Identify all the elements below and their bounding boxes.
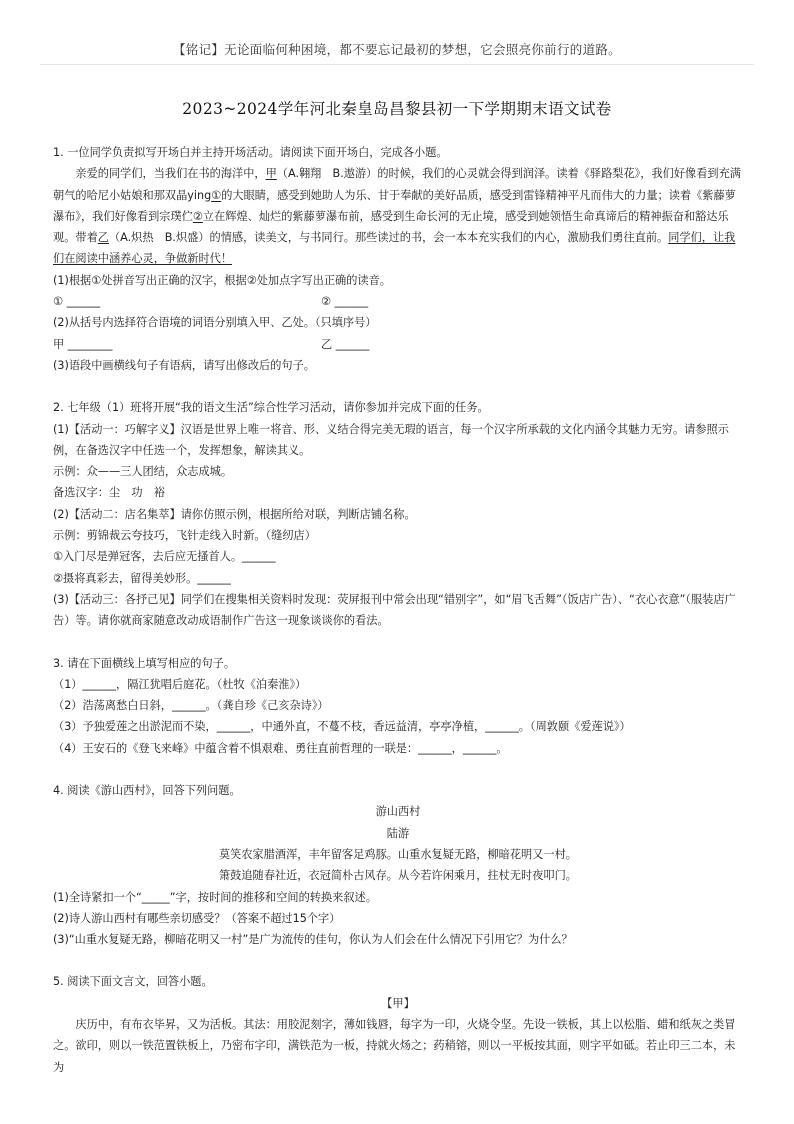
q2-example-2: 示例：剪锦裁云夸技巧，飞针走线入时新。（缝纫店）: [53, 529, 316, 543]
q2-options: 备选汉字：尘 功 裕: [53, 486, 165, 500]
header-note: 【铭记】无论面临何种困境，都不要忘记最初的梦想，它会照亮你前行的道路。: [172, 42, 621, 57]
header-divider: [40, 64, 754, 65]
q1-passage-c: 的大眼睛，感受到她助人为乐、甘于奉献的美好品质，感受到雷锋精神平凡而伟大的力量；读着《紫藤萝瀑布》，我们好像看到宗璞伫: [53, 188, 736, 223]
q5-section-label: 【甲】: [381, 996, 415, 1010]
q2-activity-2: (2)【活动二：店名集萃】请你仿照示例，根据所给对联，判断店铺名称。: [53, 507, 416, 521]
spacer: [53, 950, 743, 971]
q1-sub1: (1)根据①处拼音写出正确的汉字，根据②处加点字写出正确的读音。: [53, 273, 391, 287]
q3-item-3: （3）予独爱莲之出淤泥而不染，______，中通外直，不蔓不枝，香远益清，亭亭净植，______。（周敦颐《爱莲说》）: [53, 720, 631, 734]
q3-item-2: （2）浩荡离愁白日斜，______。（龚自珍《己亥杂诗》）: [53, 699, 329, 713]
q1-stem: 1. 一位同学负责拟写开场白并主持开场活动。请阅读下面开场白，完成各小题。: [53, 146, 448, 159]
q5-classical-text: 庆历中，有布衣毕昇，又为活板。其法：用胶泥刻字，薄如钱唇，每字为一印，火烧令坚。先设一铁板，其上以松脂、蜡和纸灰之类冒之。欲印，则以一铁范置铁板上，乃密布字印，满铁范为一板，持就火炀之；药稍镕，则以一平板按其面，则字平如砥。若止印三二本，未为: [53, 1017, 736, 1074]
spacer: [53, 376, 743, 397]
spacer: [53, 759, 743, 780]
q1-sub2: (2)从括号内选择符合语境的词语分别填入甲、乙处。（只填序号）: [53, 316, 377, 330]
q1-passage-a: 亲爱的同学们，当我们在书的海洋中，: [75, 167, 266, 181]
poem-author: 陆游: [386, 826, 410, 840]
q1-blank-jia[interactable]: 甲 ________: [53, 337, 113, 351]
q1-passage-d: 立在辉煌、灿烂的紫藤萝瀑布前，感受到生命长河的无止境，感受到她领悟生命真谛后的精神振奋和豁达乐观。带着: [53, 209, 729, 245]
poem-title: 游山西村: [375, 805, 421, 819]
q4-stem: 4. 阅读《游山西村》，回答下列问题。: [53, 784, 241, 798]
exam-content: [53, 142, 743, 1078]
q1-mark-1: ①: [211, 188, 222, 202]
q1-blank-1[interactable]: ① ______: [53, 295, 101, 309]
q2-couplet-2: ②摄将真彩去，留得美妙形。______: [53, 571, 231, 585]
q4-sub2: (2)诗人游山西村有哪些亲切感受？（答案不超过15个字）: [53, 911, 341, 925]
q5-stem: 5. 阅读下面文言文，回答小题。: [53, 975, 213, 989]
q3-item-4: （4）王安石的《登飞来峰》中蕴含着不惧艰难、勇往直前哲理的一联是：______，______。: [53, 741, 508, 755]
page-title: 2023~2024学年河北秦皇岛昌黎县初一下学期期末语文试卷: [182, 100, 612, 118]
q4-sub3: (3)“山重水复疑无路，柳暗花明又一村”是广为流传的佳句，你认为人们会在什么情况下引用它？为什么？: [53, 933, 573, 947]
q2-couplet-1: ①入门尽是弹冠客，去后应无搔首人。______: [53, 550, 276, 564]
spacer: [53, 632, 743, 653]
q1-passage: [53, 163, 743, 269]
poem-line-1: 莫笑农家腊酒浑，丰年留客足鸡豚。山重水复疑无路，柳暗花明又一村。: [218, 847, 577, 861]
q1-sub3: (3)语段中画横线句子有语病，请写出修改后的句子。: [53, 358, 315, 372]
poem-line-2: 箫鼓追随春社近，衣冠简朴古风存。从今若许闲乘月，拄杖无时夜叩门。: [218, 869, 577, 883]
q2-stem: 2. 七年级（1）班将开展“我的语文生活”综合性学习活动，请你参加并完成下面的任务。: [53, 401, 489, 415]
q1-blank-yi[interactable]: 乙 ______: [321, 337, 370, 351]
q1-blank-row-2: [53, 334, 743, 355]
q3-stem: 3. 请在下面横线上填写相应的句子。: [53, 656, 236, 670]
q4-sub1: (1)全诗紧扣一个“_____”字，按时间的推移和空间的转换来叙述。: [53, 890, 377, 904]
q2-activity-3: (3)【活动三：各抒己见】同学们在搜集相关资料时发现：荧屏报刊中常会出现“错别字”，如“眉飞舌舞”（饭店广告）、“衣心衣意”（服装店广告）等。请你就商家随意改动成语制作广告这一现象谈谈你的看法。: [53, 592, 736, 628]
q1-blank-row-1: [53, 291, 743, 312]
q1-underlined-sentence: 同学们，让我们在阅读中涵养心灵，争做新时代！: [53, 231, 736, 266]
q1-passage-e: （A.炽热 B.炽盛）的情感，读美文，与书同行。那些读过的书，会一本本充实我们的内心，激励我们勇往直前。: [108, 231, 669, 245]
q1-passage-b: （A.翱翔 B.遨游）的时候，我们的心灵就会得到润泽。读着《驿路梨花》，我们好像看到充满朝气的哈尼小姑娘和那双晶ying: [53, 167, 741, 202]
q1-blank-2[interactable]: ② ______: [321, 295, 369, 309]
q2-activity-1: (1)【活动一：巧解字义】汉语是世界上唯一将音、形、义结合得完美无瑕的语言，每一个汉字所承载的文化内涵令其魅力无穷。请参照示例，在备选汉字中任选一个，发挥想象，解读其义。: [53, 422, 729, 457]
q1-yi-mark: 乙: [97, 231, 109, 245]
q1-mark-2: ②: [192, 209, 203, 223]
q3-item-1: （1）______，隔江犹唱后庭花。（杜牧《泊秦淮》）: [53, 677, 307, 691]
q2-example-1: 示例：众——三人团结，众志成城。: [53, 465, 233, 479]
q1-jia-mark: 甲: [265, 167, 277, 181]
